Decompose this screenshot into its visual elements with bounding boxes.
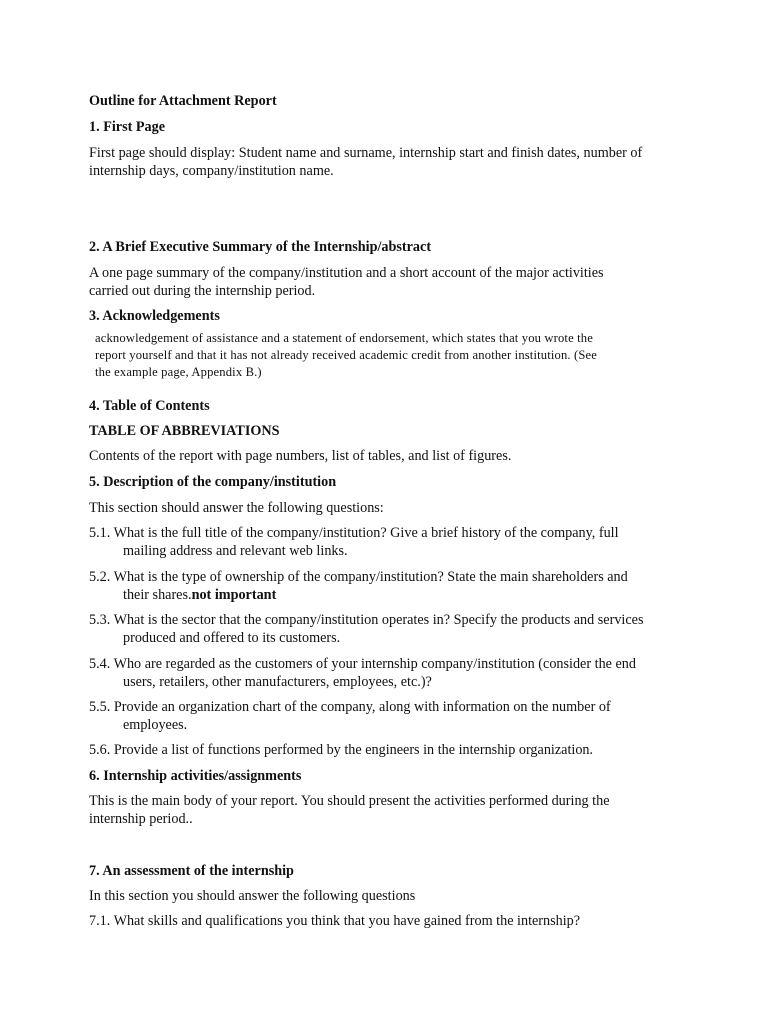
section-6-line-2: internship period.. (89, 811, 193, 827)
section-5-intro: This section should answer the following questions: (89, 500, 384, 516)
section-2-heading: 2. A Brief Executive Summary of the Internship/abstract (89, 239, 432, 255)
not-important-note: not important (191, 587, 277, 603)
section-3-line-3: the example page, Appendix B.) (95, 365, 262, 379)
section-5-heading: 5. Description of the company/institution (89, 474, 337, 490)
question-5-5-line-2: employees. (123, 717, 188, 733)
question-5-4-line-1: 5.4. Who are regarded as the customers of your internship company/institution (consider the end (89, 656, 636, 672)
document-title: Outline for Attachment Report (89, 93, 277, 109)
question-5-4 (89, 655, 689, 691)
table-of-abbreviations-heading: TABLE OF ABBREVIATIONS (89, 423, 280, 439)
question-5-1 (89, 524, 689, 560)
question-5-5 (89, 698, 689, 734)
section-7-intro: In this section you should answer the following questions (89, 888, 416, 904)
section-2-line-2: carried out during the internship period. (89, 283, 316, 299)
question-5-2-line-2 (89, 586, 689, 604)
question-5-1-line-2: mailing address and relevant web links. (123, 543, 348, 559)
question-5-1-line-1: 5.1. What is the full title of the company/institution? Give a brief history of the company, full (89, 525, 619, 541)
section-1-heading: 1. First Page (89, 119, 166, 135)
section-4-text: Contents of the report with page numbers, list of tables, and list of figures. (89, 448, 512, 464)
question-5-3 (89, 611, 689, 647)
question-5-6: 5.6. Provide a list of functions performed by the engineers in the internship organization. (89, 742, 594, 758)
section-6-text (89, 792, 689, 828)
question-5-5-line-1: 5.5. Provide an organization chart of the company, along with information on the number of (89, 699, 611, 715)
section-4-heading: 4. Table of Contents (89, 398, 210, 414)
question-5-3-line-2: produced and offered to its customers. (123, 630, 341, 646)
section-2-line-1: A one page summary of the company/institution and a short account of the major activities (89, 265, 604, 281)
question-5-2 (89, 568, 689, 604)
section-3-line-1: acknowledgement of assistance and a statement of endorsement, which states that you wrote the (95, 331, 593, 345)
section-1-text (89, 144, 689, 180)
section-3-line-2: report yourself and that it has not already received academic credit from another institution. (See (95, 348, 597, 362)
section-1-line-2: internship days, company/institution name. (89, 163, 334, 179)
question-7-1: 7.1. What skills and qualifications you think that you have gained from the internship? (89, 913, 581, 929)
section-2-text (89, 264, 689, 300)
section-3-text (95, 330, 685, 381)
question-5-2-line-1: 5.2. What is the type of ownership of the company/institution? State the main shareholders and (89, 569, 628, 585)
question-5-4-line-2: users, retailers, other manufacturers, employees, etc.)? (123, 674, 432, 690)
question-5-2-line-2-text: their shares. (123, 587, 192, 603)
question-5-3-line-1: 5.3. What is the sector that the company/institution operates in? Specify the products and services (89, 612, 644, 628)
section-7-heading: 7. An assessment of the internship (89, 863, 294, 879)
section-3-heading: 3. Acknowledgements (89, 308, 220, 324)
section-1-line-1: First page should display: Student name and surname, internship start and finish dates, number of (89, 145, 643, 161)
section-6-heading: 6. Internship activities/assignments (89, 768, 302, 784)
section-6-line-1: This is the main body of your report. You should present the activities performed during the (89, 793, 610, 809)
